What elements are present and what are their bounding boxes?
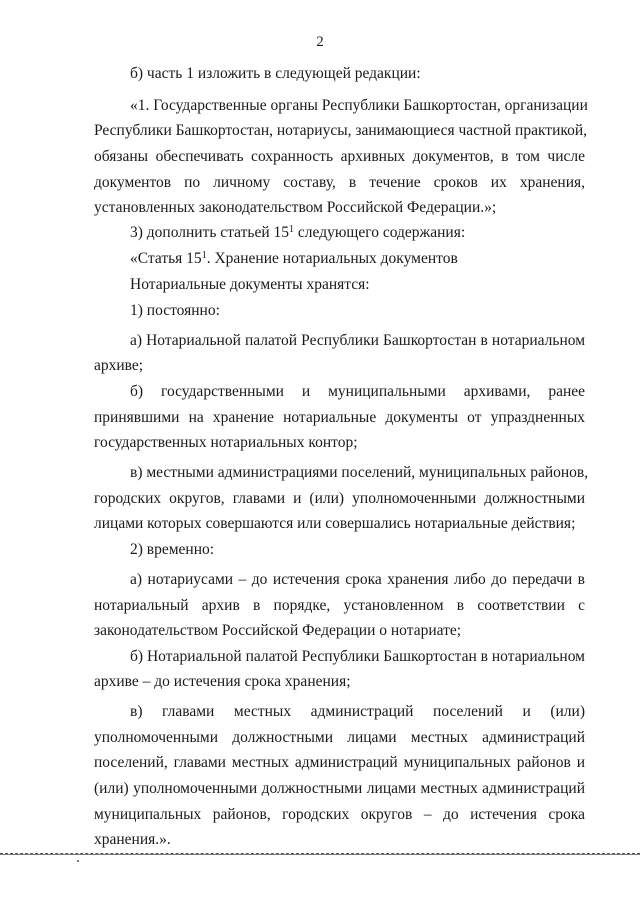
text-line: Нотариальные документы хранятся: (130, 276, 370, 293)
text-line: документов по личному составу, в течение сроков их хранения, (94, 174, 585, 191)
superscript: 1 (201, 249, 207, 261)
text-line: в) главами местных администраций поселений и (или) (130, 703, 585, 720)
text-line: законодательством Российской Федерации о нотариате; (94, 622, 462, 639)
text-line: б) Нотариальной палатой Республики Башкортостан в нотариальном (130, 648, 585, 665)
text-line: государственных нотариальных контор; (94, 434, 358, 451)
text-line: б) часть 1 изложить в следующей редакции: (130, 65, 421, 82)
text-line: обязаны обеспечивать сохранность архивных документов, в том числе (94, 148, 585, 165)
text-line: хранения.». (94, 831, 171, 848)
article-heading: «Статья $15^1$. Хранение нотариальных документов (130, 249, 458, 267)
text-line: в) местными администрациями поселений, муниципальных районов, (130, 464, 589, 481)
text-line: 3) дополнить статьей $15^1$ следующего содержания: (130, 223, 466, 241)
text-line: уполномоченными должностными лицами местных администраций (94, 729, 585, 746)
text-line: лицами которых совершаются или совершались нотариальные действия; (94, 515, 576, 532)
scan-artifact (77, 860, 79, 862)
text-line: 2) временно: (130, 541, 215, 558)
page-number: 2 (316, 34, 324, 50)
superscript: 1 (289, 223, 295, 235)
text-line: установленных законодательством Российской Федерации.»; (94, 199, 497, 216)
text-line: архиве; (94, 357, 144, 374)
text-line: б) государственными и муниципальными архивами, ранее (130, 383, 585, 400)
text-line: а) нотариусами – до истечения срока хранения либо до передачи в (130, 571, 585, 588)
text-line: поселений, главами местных администраций муниципальных районов и (94, 754, 585, 771)
text-line: муниципальных районов, городских округов – до истечения срока (94, 806, 585, 823)
text-line: (или) уполномоченными должностными лицами местных администраций (94, 780, 585, 797)
text-line: «1. Государственные органы Республики Башкортостан, организации (130, 97, 588, 114)
text-line: нотариальный архив в порядке, установленном в соответствии с (94, 597, 585, 614)
text-line: принявшими на хранение нотариальные документы от упраздненных (94, 409, 585, 426)
text-line: 1) постоянно: (130, 302, 220, 319)
text-line: архиве – до истечения срока хранения; (94, 673, 351, 690)
text-line: а) Нотариальной палатой Республики Башкортостан в нотариальном (130, 332, 585, 349)
footer-rule-solid (0, 854, 640, 855)
text-line: Республики Башкортостан, нотариусы, занимающиеся частной практикой, (94, 122, 588, 139)
text-line: городских округов, главами и (или) уполномоченными должностными (94, 490, 585, 507)
